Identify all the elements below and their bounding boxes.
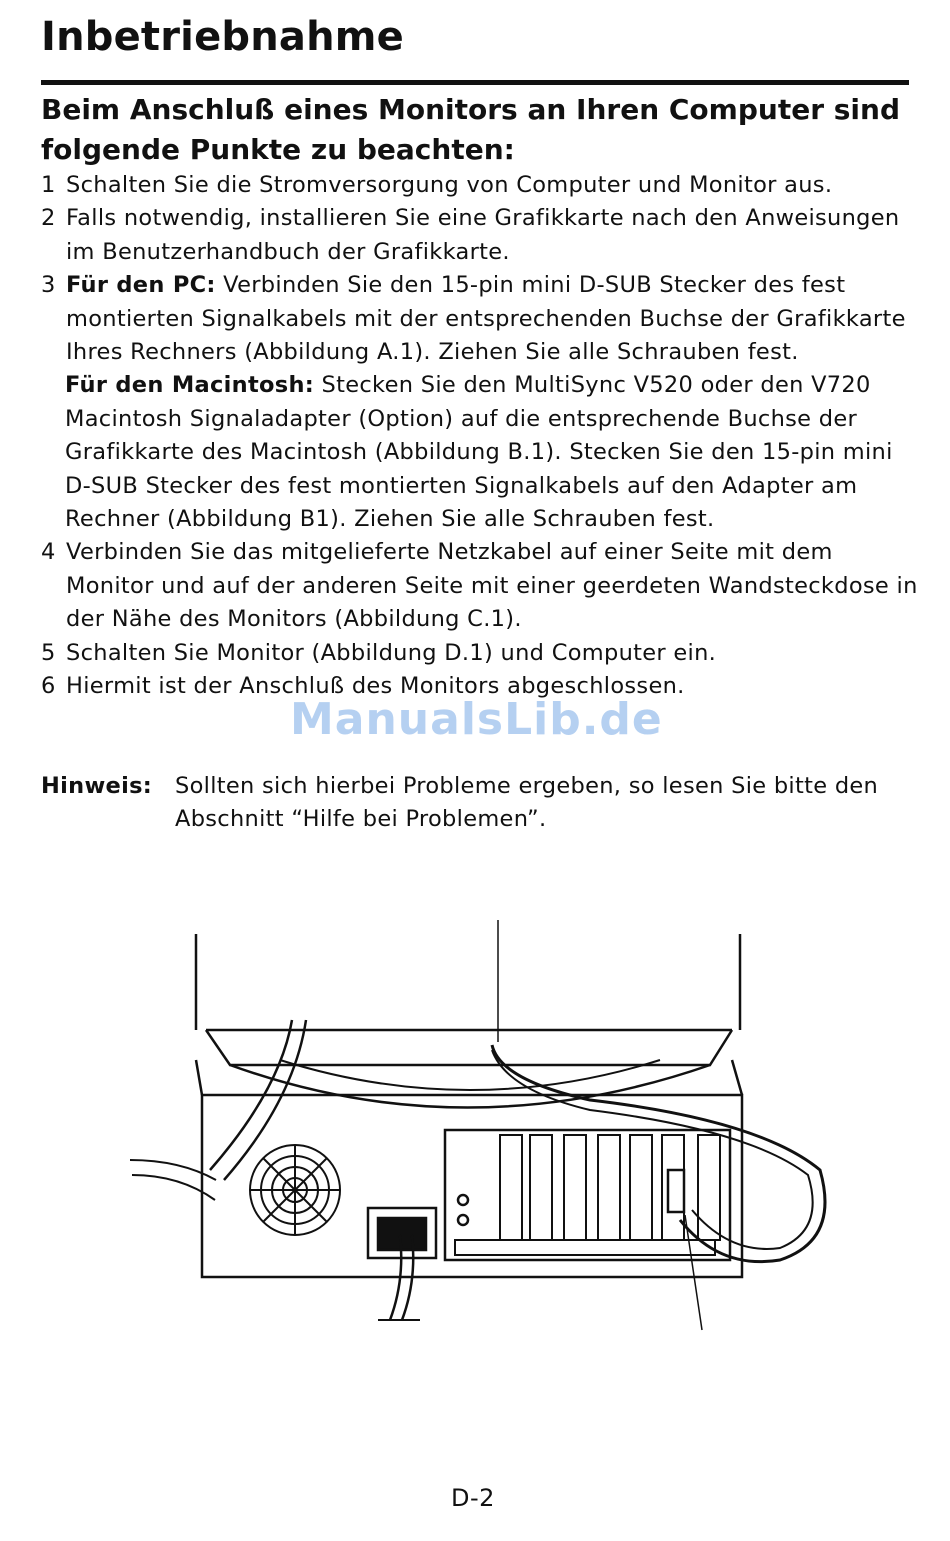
step-text: Verbinden Sie das mitgelieferte Netzkabel auf einer Seite mit dem Monitor und auf der anderen Seite mit einer geerdeten Wandsteckdose in der Nähe des Monitors (Abbildung C.1). [66, 539, 918, 633]
step-number: 4 [41, 539, 56, 566]
step-4 [41, 536, 921, 636]
step-5 [41, 637, 921, 670]
step-number: 1 [41, 172, 56, 198]
step-label-macintosh: Für den Macintosh: [65, 372, 315, 399]
watermark: ManualsLib.de [290, 694, 663, 745]
step-number: 6 [41, 673, 56, 700]
instruction-list [41, 169, 921, 704]
video-cable [492, 1045, 825, 1262]
callout-line [685, 1215, 702, 1330]
monitor-housing [196, 934, 740, 1030]
step-number: 2 [41, 205, 56, 232]
dsub-connector [668, 1170, 684, 1212]
section-heading: Beim Anschluß eines Monitors an Ihren Computer sind folgende Punkte zu beachten: [41, 93, 900, 166]
step-1 [41, 169, 921, 202]
step-3 [41, 269, 921, 369]
monitor-connection-illustration [120, 910, 840, 1350]
step-2 [41, 202, 921, 269]
note-label: Hinweis: [41, 773, 153, 799]
step-number: 5 [41, 639, 56, 666]
step-text: Schalten Sie Monitor (Abbildung D.1) und Computer ein. [66, 639, 717, 666]
fan-grille-icon [250, 1145, 340, 1235]
step-label-pc: Für den PC: [66, 272, 216, 299]
step-text: Falls notwendig, installieren Sie eine Grafikkarte nach den Anweisungen im Benutzerhandbuch der Grafikkarte. [66, 205, 900, 265]
page-title: Inbetriebnahme [41, 14, 404, 60]
step-text: Schalten Sie die Stromversorgung von Computer und Monitor aus. [66, 172, 833, 198]
title-divider [41, 80, 909, 85]
step-body: Verbinden Sie den 15-pin mini D-SUB Stecker des fest montierten Signalkabels mit der entsprechenden Buchse der Grafikkarte Ihres Rechners (Abbildung A.1). Ziehen Sie alle Schrauben fest. [66, 272, 906, 366]
step-body: Stecken Sie den MultiSync V520 oder den V720 Macintosh Signaladapter (Option) auf die entsprechende Buchse der Grafikkarte des Macintosh (Abbildung B.1). Stecken Sie den 15-pin mini D-SUB Stecker des fest montierten Signalkabels auf den Adapter am Rechner (Abbildung B1). Ziehen Sie alle Schrauben fest. [65, 372, 893, 533]
step-3-macintosh [65, 369, 921, 536]
note-text: Sollten sich hierbei Probleme ergeben, so lesen Sie bitte den Abschnitt “Hilfe bei Problemen”. [175, 773, 879, 833]
note [41, 770, 921, 837]
step-number: 3 [41, 272, 56, 299]
step-text [66, 269, 921, 369]
page-number: D-2 [451, 1484, 495, 1512]
step-text: Hiermit ist der Anschluß des Monitors abgeschlossen. [66, 673, 685, 700]
